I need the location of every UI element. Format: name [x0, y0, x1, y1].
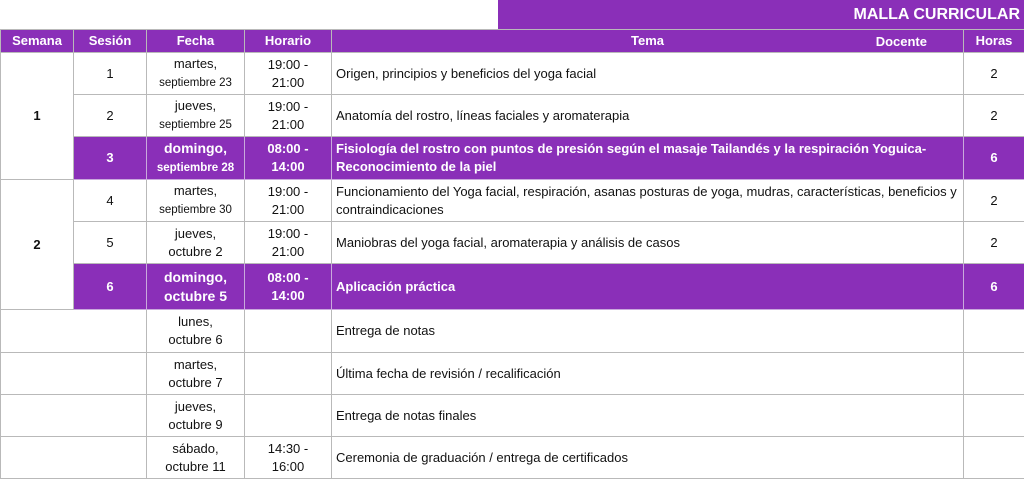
time-end: 14:00	[271, 287, 305, 303]
date-cell	[147, 264, 245, 310]
date-day: sábado,	[172, 440, 219, 456]
table-row-extra	[1, 437, 1024, 479]
session-cell: 6	[74, 264, 147, 310]
date-day: martes,	[173, 56, 218, 72]
time-start: 19:00 -	[267, 183, 309, 199]
table-row-extra	[1, 310, 1024, 353]
time-cell	[245, 437, 332, 479]
header-tema-label: Tema	[631, 33, 664, 49]
date-day: jueves,	[174, 98, 217, 114]
hours-cell: 6	[964, 264, 1024, 310]
table-row	[1, 95, 1024, 137]
date-cell	[147, 437, 245, 479]
time-start: 08:00 -	[267, 269, 309, 285]
date-day: domingo,	[164, 268, 227, 285]
date-cell	[147, 310, 245, 353]
time-cell	[245, 137, 332, 180]
date-month: septiembre 23	[159, 77, 232, 90]
time-cell	[245, 264, 332, 310]
time-end: 21:00	[271, 74, 305, 90]
blank-cell	[964, 353, 1024, 395]
date-month: octubre 7	[168, 374, 223, 390]
table-row	[1, 180, 1024, 222]
time-end: 21:00	[271, 201, 305, 217]
date-cell	[147, 353, 245, 395]
blank-cell	[964, 395, 1024, 437]
topic-cell: Maniobras del yoga facial, aromaterapia y análisis de casos	[332, 222, 964, 264]
table-row	[1, 53, 1024, 95]
date-cell	[147, 53, 245, 95]
topic-cell: Entrega de notas	[332, 310, 964, 353]
table-row-highlighted	[1, 137, 1024, 180]
header-tema	[332, 30, 964, 53]
session-cell: 1	[74, 53, 147, 95]
session-cell: 3	[74, 137, 147, 180]
header-horario: Horario	[245, 30, 332, 53]
time-end: 21:00	[271, 243, 305, 259]
hours-cell: 2	[964, 180, 1024, 222]
header-fecha: Fecha	[147, 30, 245, 53]
topic-cell: Aplicación práctica	[332, 264, 964, 310]
time-cell	[245, 310, 332, 353]
date-month: octubre 11	[165, 458, 226, 474]
topic-cell: Fisiología del rostro con puntos de presión según el masaje Tailandés y la respiración Yoguica- Reconocimiento de la piel	[332, 137, 964, 180]
blank-cell	[964, 437, 1024, 479]
date-month: septiembre 25	[159, 119, 232, 132]
date-month: octubre 5	[163, 287, 227, 304]
time-end: 21:00	[271, 116, 305, 132]
time-start: 08:00 -	[267, 141, 309, 157]
blank-cell	[1, 310, 147, 353]
time-end: 16:00	[271, 458, 305, 474]
blank-cell	[1, 353, 147, 395]
date-month: septiembre 30	[159, 204, 232, 217]
table-row-extra	[1, 395, 1024, 437]
date-cell	[147, 137, 245, 180]
topic-cell: Entrega de notas finales	[332, 395, 964, 437]
time-start: 19:00 -	[267, 98, 309, 114]
table-row	[1, 222, 1024, 264]
date-cell	[147, 395, 245, 437]
time-start: 19:00 -	[267, 56, 309, 72]
curriculum-table	[0, 29, 1024, 479]
time-cell	[245, 95, 332, 137]
session-cell: 5	[74, 222, 147, 264]
date-day: lunes,	[178, 314, 213, 330]
blank-cell	[964, 310, 1024, 353]
topic-cell: Última fecha de revisión / recalificación	[332, 353, 964, 395]
date-cell	[147, 222, 245, 264]
header-semana: Semana	[1, 30, 74, 53]
header-sesion: Sesión	[74, 30, 147, 53]
time-start: 19:00 -	[267, 225, 309, 241]
topic-cell: Funcionamiento del Yoga facial, respiración, asanas posturas de yoga, mudras, características, beneficios y contraindicaciones	[332, 180, 964, 222]
table-row-highlighted	[1, 264, 1024, 310]
session-cell: 2	[74, 95, 147, 137]
hours-cell: 6	[964, 137, 1024, 180]
header-row	[1, 30, 1024, 53]
time-cell	[245, 222, 332, 264]
week-cell: 1	[1, 53, 74, 180]
date-day: jueves,	[174, 225, 217, 241]
date-day: martes,	[173, 356, 218, 372]
date-month: octubre 6	[168, 332, 223, 347]
date-month: octubre 2	[168, 243, 223, 259]
topic-cell: Origen, principios y beneficios del yoga facial	[332, 53, 964, 95]
time-end: 14:00	[271, 159, 305, 174]
hours-cell: 2	[964, 53, 1024, 95]
header-docente: Docente	[875, 34, 927, 49]
date-month: octubre 9	[168, 416, 223, 432]
date-cell	[147, 180, 245, 222]
date-day: jueves,	[174, 398, 217, 414]
topic-cell: Ceremonia de graduación / entrega de certificados	[332, 437, 964, 479]
table-row-extra	[1, 353, 1024, 395]
header-horas: Horas	[964, 30, 1024, 53]
table-title: MALLA CURRICULAR	[498, 0, 1024, 29]
time-cell	[245, 53, 332, 95]
hours-cell: 2	[964, 222, 1024, 264]
time-cell	[245, 180, 332, 222]
week-cell: 2	[1, 180, 74, 310]
blank-cell	[1, 395, 147, 437]
date-month: septiembre 28	[156, 162, 235, 175]
date-day: domingo,	[164, 140, 227, 157]
date-cell	[147, 95, 245, 137]
blank-cell	[1, 437, 147, 479]
date-day: martes,	[173, 183, 218, 199]
topic-cell: Anatomía del rostro, líneas faciales y aromaterapia	[332, 95, 964, 137]
session-cell: 4	[74, 180, 147, 222]
time-cell	[245, 353, 332, 395]
time-cell	[245, 395, 332, 437]
hours-cell: 2	[964, 95, 1024, 137]
time-start: 14:30 -	[267, 440, 309, 456]
